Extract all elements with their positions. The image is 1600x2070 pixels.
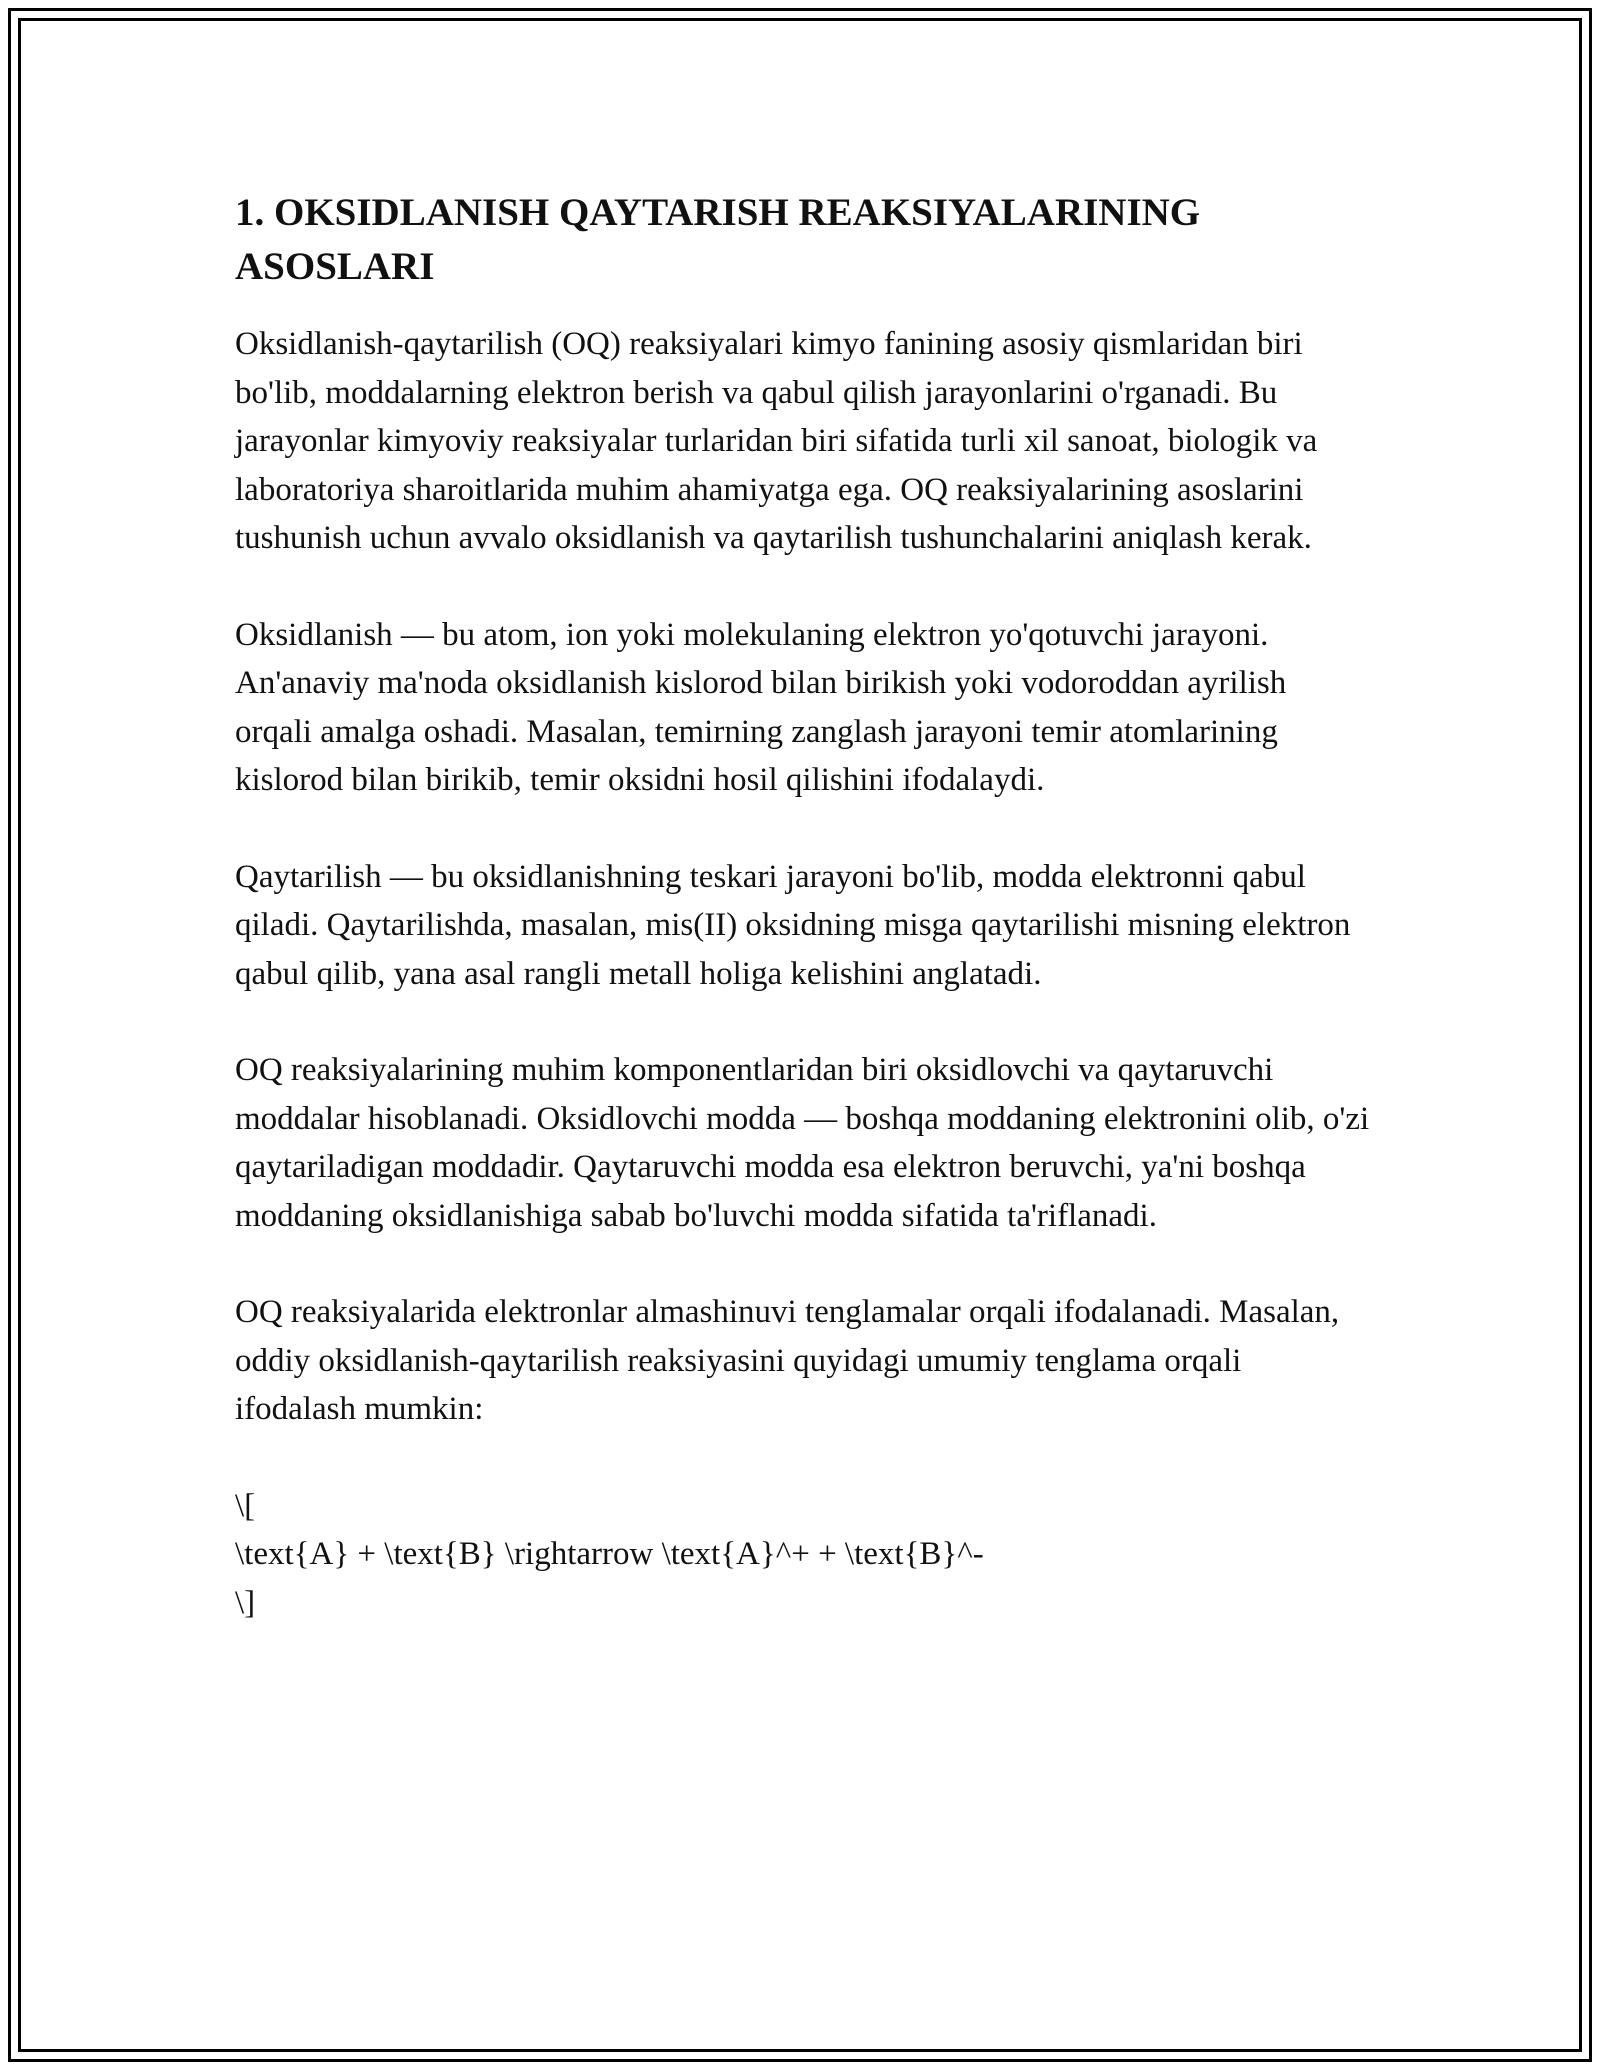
equation-block <box>235 1482 1370 1628</box>
paragraph-intro: Oksidlanish-qaytarilish (OQ) reaksiyalari kimyo fanining asosiy qismlaridan biri bo'lib, moddalarning elektron berish va qabul qilish jarayonlarini o'rganadi. Bu jarayonlar kimyoviy reaksiyalar turlaridan biri sifatida turli xil sanoat, biologik va laboratoriya sharoitlarida muhim ahamiyatga ega. OQ reaksiyalarining asoslarini tushunish uchun avvalo oksidlanish va qaytarilish tushunchalarini aniqlash kerak. <box>235 326 1318 556</box>
paragraph-oxidation: Oksidlanish — bu atom, ion yoki molekulaning elektron yo'qotuvchi jarayoni. An'anaviy ma'noda oksidlanish kislorod bilan birikish yoki vodoroddan ayrilish orqali amalga oshadi. Masalan, temirning zanglash jarayoni temir atomlarining kislorod bilan birikib, temir oksidni hosil qilishini ifodalaydi. <box>235 616 1287 798</box>
paragraph-reduction: Qaytarilish — bu oksidlanishning teskari jarayoni bo'lib, modda elektronni qabul qiladi. Qaytarilishda, masalan, mis(II) oksidning misga qaytarilishi misning elektron qabul qilib, yana asal rangli metall holiga kelishini anglatadi. <box>235 858 1351 992</box>
paragraph-equation-intro: OQ reaksiyalarida elektronlar almashinuvi tenglamalar orqali ifodalanadi. Masalan, oddiy oksidlanish-qaytarilish reaksiyasini quyidagi umumiy tenglama orqali ifodalash mumkin: <box>235 1294 1340 1427</box>
equation-body: \text{A} + \text{B} \rightarrow \text{A}^+ + \text{B}^- <box>235 1536 984 1572</box>
equation-close-delimiter: \] <box>235 1584 256 1621</box>
equation-open-delimiter: \[ <box>235 1487 256 1524</box>
page-title: 1. OKSIDLANISH QAYTARISH REAKSIYALARINING ASOSLARI <box>235 191 1201 288</box>
document-body <box>235 186 1370 1627</box>
paragraph-oxidizer-reducer: OQ reaksiyalarining muhim komponentlaridan biri oksidlovchi va qaytaruvchi moddalar hisoblanadi. Oksidlovchi modda — boshqa moddaning elektronini olib, o'zi qaytariladigan moddadir. Qaytaruvchi modda esa elektron beruvchi, ya'ni boshqa moddaning oksidlanishiga sabab bo'luvchi modda sifatida ta'riflanadi. <box>235 1052 1370 1234</box>
